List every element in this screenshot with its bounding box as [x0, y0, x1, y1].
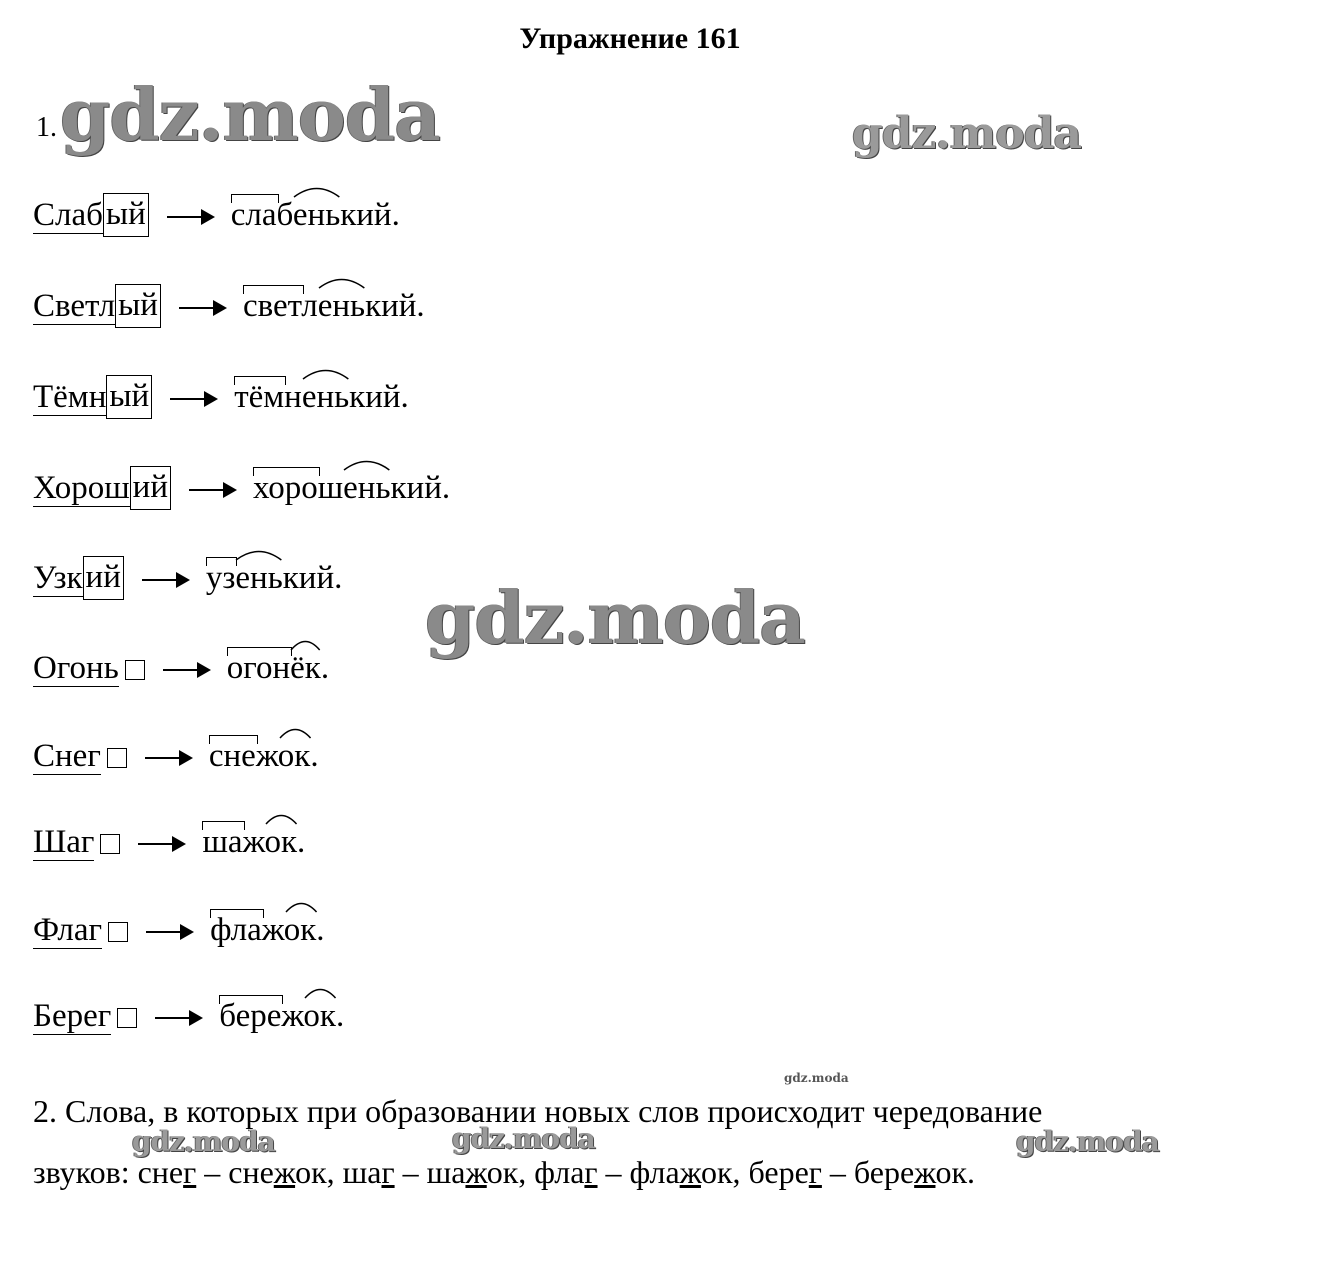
- result-word: [210, 905, 324, 955]
- source-word: [33, 817, 120, 867]
- result-word-text: снежок.: [208, 738, 319, 774]
- word-row: [33, 991, 344, 1041]
- word-row: [33, 281, 425, 331]
- separator: ,: [518, 1154, 535, 1190]
- exercise-title: Упражнение 161: [519, 22, 741, 55]
- root-mark: [234, 376, 286, 385]
- dash: –: [394, 1154, 427, 1190]
- result-word-text: бережок.: [219, 998, 345, 1034]
- ending-box: ый: [115, 284, 161, 328]
- word-row: [33, 817, 305, 867]
- arrow-right-icon: [163, 669, 209, 671]
- word-row: [33, 553, 342, 603]
- watermark: gdz.moda: [452, 1122, 595, 1155]
- result-word: [209, 731, 319, 781]
- word-row: [33, 463, 450, 513]
- root-mark: [243, 285, 304, 294]
- result-word: [219, 991, 344, 1041]
- result-word: [243, 281, 425, 331]
- source-word: [33, 905, 128, 955]
- zero-ending-box: [125, 660, 145, 680]
- result-word-text: хорошенький.: [253, 470, 451, 506]
- zero-ending-box: [117, 1008, 137, 1028]
- suffix-mark: [343, 457, 390, 471]
- arrow-right-icon: [142, 579, 188, 581]
- word-row: [33, 731, 319, 781]
- zero-ending-box: [108, 922, 128, 942]
- part-2-line-1: 2. Слова, в которых при образовании новых слов происходит чередование: [33, 1093, 1043, 1129]
- suffix-mark: [304, 985, 337, 999]
- source-word: [33, 190, 149, 240]
- root-mark: [219, 995, 283, 1004]
- source-word-base: Узк: [33, 560, 83, 596]
- arrow-right-icon: [189, 489, 235, 491]
- part-2-line-2: [33, 1143, 1293, 1201]
- arrow-right-icon: [155, 1017, 201, 1019]
- root-mark: [206, 557, 238, 566]
- root-mark: [253, 467, 320, 476]
- source-word: [33, 463, 171, 513]
- suffix-mark: [265, 811, 298, 825]
- watermark: gdz.moda: [132, 1125, 275, 1158]
- root-mark: [210, 909, 264, 918]
- suffix-mark: [285, 899, 318, 913]
- dash: –: [597, 1154, 630, 1190]
- word-text: ок: [935, 1154, 968, 1190]
- root-mark: [209, 735, 258, 744]
- alternating-letter: г: [808, 1154, 822, 1190]
- period: .: [967, 1154, 976, 1190]
- result-word-text: тёмненький.: [234, 379, 409, 415]
- result-word-text: узенький.: [205, 560, 343, 596]
- word-row: [33, 905, 325, 955]
- word-row: [33, 372, 409, 422]
- result-word: [253, 463, 450, 513]
- ending-box: ий: [83, 556, 124, 600]
- word-text: ок: [295, 1154, 327, 1190]
- suffix-mark: [318, 275, 365, 289]
- source-word-base: Огонь: [33, 650, 119, 686]
- source-word-base: Хорош: [33, 470, 130, 506]
- suffix-mark: [279, 725, 312, 739]
- result-word: [227, 643, 329, 693]
- result-word: [234, 372, 409, 422]
- suffix-mark: [293, 184, 340, 198]
- root-mark: [231, 194, 279, 203]
- result-word: [231, 190, 400, 240]
- arrow-right-icon: [146, 931, 192, 933]
- alternating-letter: г: [584, 1154, 598, 1190]
- ending-box: ый: [103, 193, 149, 237]
- arrow-right-icon: [138, 843, 184, 845]
- ending-box: ий: [130, 466, 171, 510]
- source-word: [33, 643, 145, 693]
- word-row: [33, 190, 400, 240]
- word-text: фла: [534, 1154, 585, 1190]
- source-word-base: Берег: [33, 998, 112, 1034]
- arrow-right-icon: [167, 216, 213, 218]
- separator: ,: [732, 1154, 749, 1190]
- word-text: ша: [426, 1154, 466, 1190]
- alternating-letter: ж: [465, 1154, 487, 1190]
- word-text: бере: [748, 1154, 809, 1190]
- source-word-base: Тёмн: [33, 379, 107, 415]
- source-word-base: Слаб: [33, 197, 103, 233]
- result-word: [206, 553, 343, 603]
- source-word-base: Флаг: [33, 912, 103, 948]
- result-word-text: слабенький.: [230, 197, 400, 233]
- source-word: [33, 372, 152, 422]
- result-word-text: флажок.: [210, 912, 325, 948]
- arrow-right-icon: [179, 307, 225, 309]
- watermark: gdz.moda: [852, 108, 1082, 159]
- arrow-right-icon: [170, 398, 216, 400]
- arrow-right-icon: [145, 757, 191, 759]
- suffix-mark: [235, 547, 282, 561]
- word-text: сне: [137, 1154, 184, 1190]
- root-mark: [227, 647, 292, 656]
- watermark: gdz.moda: [1016, 1125, 1159, 1158]
- result-word-text: огонёк.: [226, 650, 330, 686]
- word-text: ок: [486, 1154, 519, 1190]
- result-word-text: светленький.: [242, 288, 425, 324]
- word-text: сне: [228, 1154, 274, 1190]
- root-mark: [202, 821, 244, 830]
- source-word-base: Снег: [33, 738, 101, 774]
- alternating-letter: г: [381, 1154, 395, 1190]
- source-word: [33, 731, 127, 781]
- suffix-mark: [290, 637, 321, 651]
- zero-ending-box: [107, 748, 127, 768]
- alternating-letter: ж: [679, 1154, 701, 1190]
- source-word: [33, 281, 161, 331]
- word-text: ок: [700, 1154, 733, 1190]
- source-word: [33, 991, 137, 1041]
- zero-ending-box: [100, 834, 120, 854]
- word-text: фла: [629, 1154, 680, 1190]
- dash: –: [821, 1154, 854, 1190]
- word-text: ша: [342, 1154, 382, 1190]
- word-text: бере: [853, 1154, 915, 1190]
- separator: ,: [326, 1154, 343, 1190]
- line-2-prefix: звуков:: [33, 1154, 138, 1190]
- result-word-text: шажок.: [202, 824, 306, 860]
- alternating-letter: г: [183, 1154, 197, 1190]
- word-row: [33, 643, 329, 693]
- dash: –: [196, 1154, 229, 1190]
- suffix-mark: [302, 366, 349, 380]
- watermark: gdz.moda: [60, 72, 440, 157]
- part-1-number: 1.: [36, 112, 57, 143]
- source-word-base: Светл: [33, 288, 116, 324]
- source-word-base: Шаг: [33, 824, 95, 860]
- watermark: gdz.moda: [425, 575, 805, 660]
- result-word: [202, 817, 305, 867]
- source-word: [33, 553, 124, 603]
- alternating-letter: ж: [273, 1154, 296, 1190]
- alternating-letter: ж: [914, 1154, 936, 1190]
- ending-box: ый: [106, 375, 152, 419]
- watermark: gdz.moda: [784, 1071, 849, 1085]
